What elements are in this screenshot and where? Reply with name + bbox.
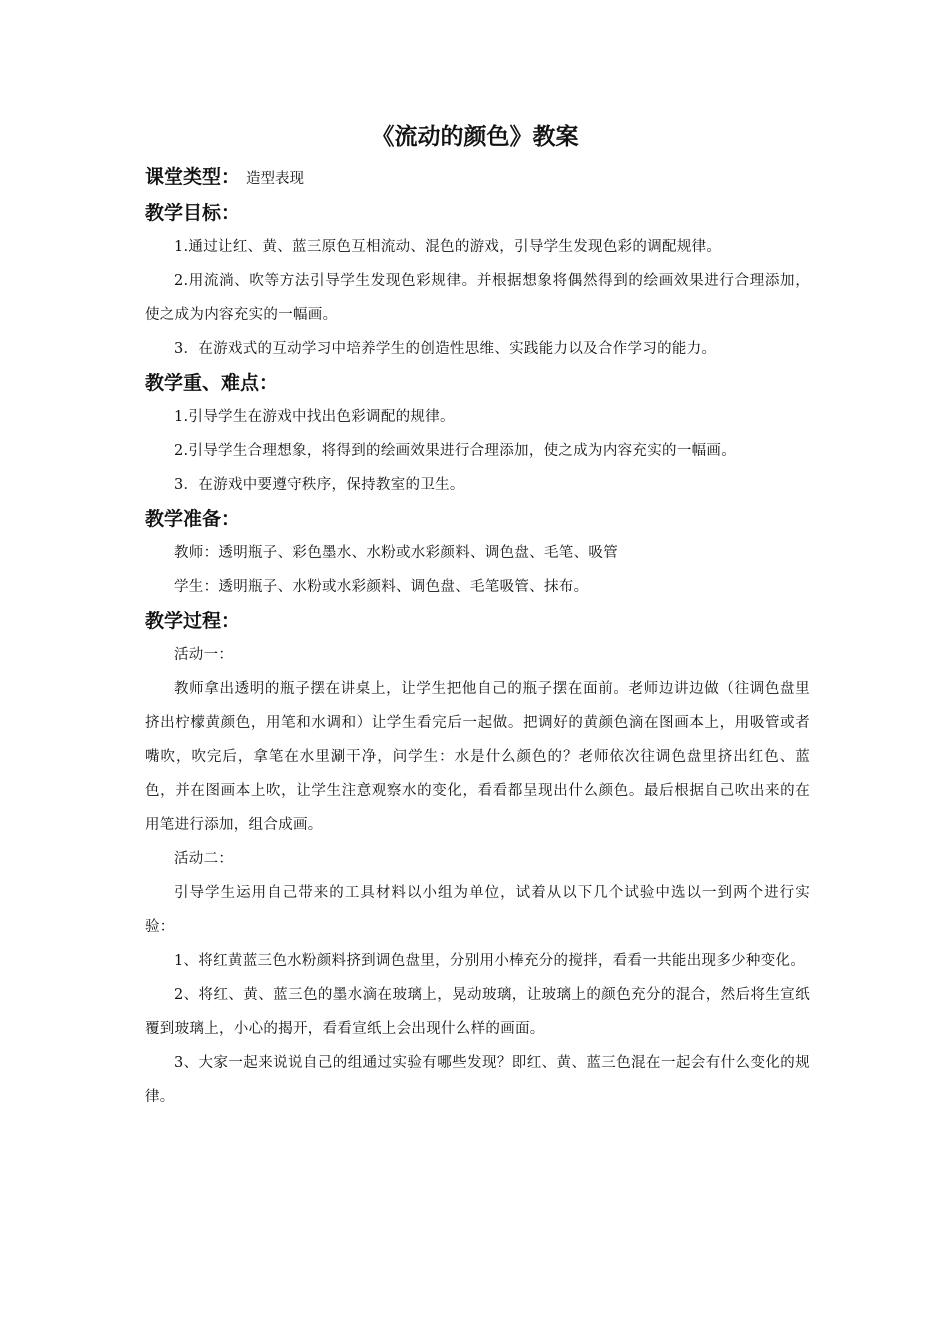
objective-item: 1.通过让红、黄、蓝三原色互相流动、混色的游戏，引导学生发现色彩的调配规律。: [174, 239, 722, 255]
experiment-item: 3、大家一起来说说自己的组通过实验有哪些发现？即红、黄、蓝三色混在一起会有什么变化的规律。: [145, 1055, 810, 1105]
activity-two-intro: 引导学生运用自己带来的工具材料以小组为单位，试着从以下几个试验中选以一到两个进行实验：: [145, 885, 810, 935]
preparation-student: 学生：透明瓶子、水粉或水彩颜料、调色盘、毛笔吸管、抹布。: [174, 579, 589, 595]
key-point-item: 1.引导学生在游戏中找出色彩调配的规律。: [174, 409, 455, 425]
experiment-item: 2、将红、黄、蓝三色的墨水滴在玻璃上，晃动玻璃，让玻璃上的颜色充分的混合，然后将生宣纸覆到玻璃上，小心的揭开，看看宣纸上会出现什么样的画面。: [145, 987, 810, 1037]
preparation-teacher: 教师：透明瓶子、彩色墨水、水粉或水彩颜料、调色盘、毛笔、吸管: [174, 545, 618, 561]
document-title: 《流动的颜色》教案: [371, 124, 579, 150]
key-point-item: 2.引导学生合理想象，将得到的绘画效果进行合理添加，使之成为内容充实的一幅画。: [174, 443, 737, 459]
lesson-type-value: 造型表现: [246, 171, 305, 187]
objective-item: 3．在游戏式的互动学习中培养学生的创造性思维、实践能力以及合作学习的能力。: [174, 341, 717, 357]
process-heading: 教学过程：: [145, 610, 241, 632]
activity-one-text: 教师拿出透明的瓶子摆在讲桌上，让学生把他自己的瓶子摆在面前。老师边讲边做（往调色盘里挤出柠檬黄颜色，用笔和水调和）让学生看完后一起做。把调好的黄颜色滴在图画本上，用吸管或者嘴吹，吹完后，拿笔在水里涮干净，问学生：水是什么颜色的？老师依次往调色盘里挤出红色、蓝色，并在图画本上吹，让学生注意观察水的变化，看看都呈现出什么颜色。最后根据自己吹出来的在用笔进行添加，组合成画。: [145, 681, 810, 833]
key-points-heading: 教学重、难点：: [145, 372, 279, 394]
preparation-heading: 教学准备：: [145, 508, 241, 530]
key-point-item: 3．在游戏中要遵守秩序，保持教室的卫生。: [174, 477, 465, 493]
activity-two-label: 活动二：: [174, 851, 234, 867]
lesson-type-label: 课堂类型：: [145, 166, 241, 188]
objectives-heading: 教学目标：: [145, 202, 241, 224]
activity-one-label: 活动一：: [174, 647, 234, 663]
objective-item: 2.用流淌、吹等方法引导学生发现色彩规律。并根据想象将偶然得到的绘画效果进行合理添加，使之成为内容充实的一幅画。: [145, 273, 810, 323]
experiment-item: 1、将红黄蓝三色水粉颜料挤到调色盘里，分别用小棒充分的搅拌，看看一共能出现多少种变化。: [174, 953, 806, 969]
document-body: [145, 160, 810, 1114]
lesson-type-row: [145, 160, 810, 196]
